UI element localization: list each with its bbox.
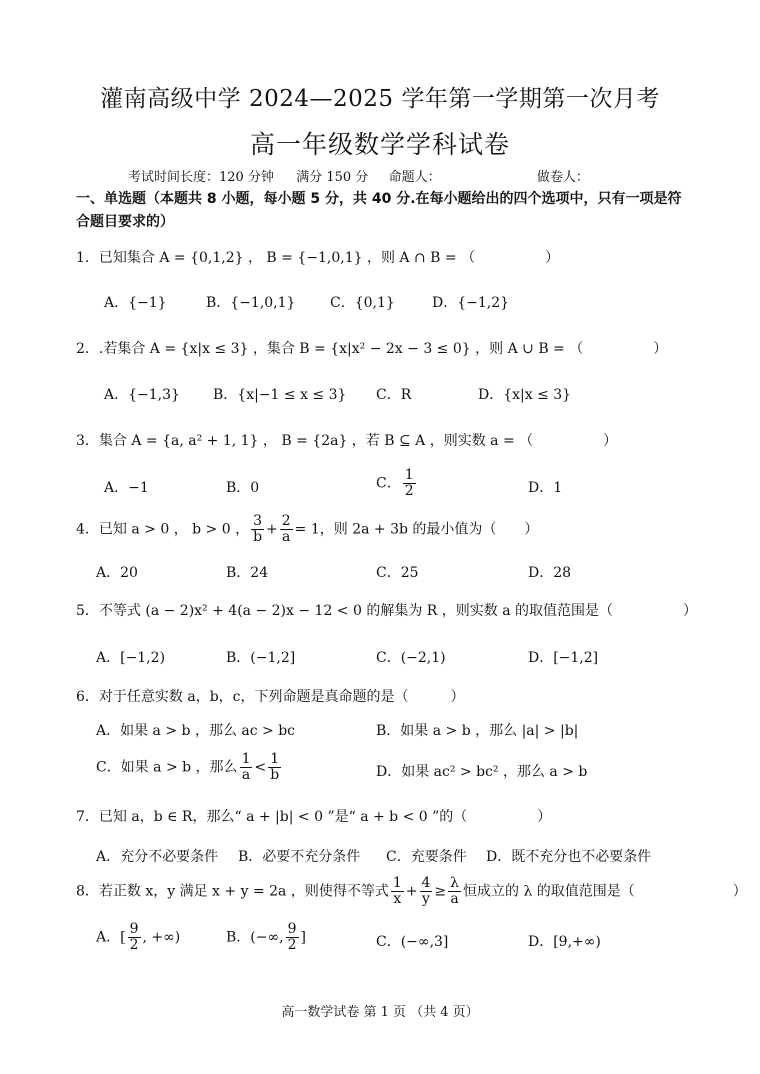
q5-option-b: B．(−1,2] bbox=[226, 650, 296, 666]
q1-option-b: B．{−1,0,1} bbox=[206, 295, 296, 311]
fraction-denominator: 2 bbox=[404, 483, 414, 499]
fraction-numerator: 9 bbox=[129, 921, 139, 937]
fraction-numerator: 9 bbox=[287, 921, 297, 937]
maker-label: 做卷人： bbox=[536, 170, 589, 185]
q3-option-c-label: C． bbox=[376, 475, 401, 492]
q7-option-a: A．充分不必要条件 bbox=[96, 849, 219, 865]
q6-option-c-fraction-2 bbox=[268, 752, 281, 783]
fraction-numerator: 1 bbox=[241, 751, 251, 767]
q7-option-b: B．必要不充分条件 bbox=[238, 849, 361, 865]
q7-option-c: C．充要条件 bbox=[386, 849, 467, 865]
q8-option-d: D．[9,+∞) bbox=[528, 934, 601, 950]
q5-option-d: D．[−1,2] bbox=[528, 650, 599, 666]
q4-stem-suffix: = 1，则 2a + 3b 的最小值为（ ） bbox=[294, 521, 539, 538]
exam-subtitle: 高一年级数学学科试卷 bbox=[249, 130, 510, 159]
greater-equal-sign: ≥ bbox=[434, 883, 447, 900]
fraction-numerator: 2 bbox=[281, 513, 291, 529]
q8-option-b-fraction bbox=[286, 922, 299, 953]
fraction-numerator: 1 bbox=[404, 467, 414, 483]
q3-option-a: A．−1 bbox=[104, 480, 149, 496]
question-6: 6．对于任意实数 a，b，c，下列命题是真命题的是（ ） bbox=[76, 689, 465, 705]
q4-option-c: C．25 bbox=[376, 565, 419, 581]
fraction-denominator: 2 bbox=[129, 937, 139, 953]
fraction-numerator: 4 bbox=[421, 875, 431, 891]
fraction-denominator: x bbox=[393, 891, 402, 907]
q6-option-a: A．如果 a > b ，那么 ac > bc bbox=[96, 723, 296, 739]
q6-option-c bbox=[96, 752, 283, 783]
exam-meta bbox=[128, 166, 589, 185]
q4-option-d: D．28 bbox=[528, 565, 572, 581]
question-7: 7．已知 a，b ∈ R，那么“ a + |b| < 0 ”是“ a + b < 0 ”的（ ） bbox=[76, 809, 552, 825]
q6-option-c-label: C．如果 a > b ，那么 bbox=[96, 759, 238, 776]
q8-option-b-suffix: ] bbox=[300, 929, 306, 946]
q1-option-a: A．{−1} bbox=[104, 295, 167, 311]
q4-option-b: B．24 bbox=[226, 565, 269, 581]
question-1: 1．已知集合 A = {0,1,2} ， B = {−1,0,1} ，则 A ∩ B = （ ） bbox=[76, 250, 560, 266]
full-score: 满分 150 分 bbox=[296, 170, 369, 185]
q5-option-c: C．(−2,1) bbox=[376, 650, 446, 666]
fraction-denominator: b bbox=[253, 529, 263, 545]
q8-option-a-fraction bbox=[128, 922, 141, 953]
q8-option-b-prefix: B．(−∞, bbox=[226, 929, 284, 946]
q8-stem-prefix: 8．若正数 x，y 满足 x + y = 2a ，则使得不等式 bbox=[76, 883, 389, 900]
q2-option-c: C．R bbox=[376, 387, 412, 403]
q1-option-c: C．{0,1} bbox=[330, 295, 395, 311]
plus-sign: + bbox=[405, 883, 418, 900]
q8-option-b bbox=[226, 922, 306, 953]
q4-fraction-2 bbox=[280, 514, 293, 545]
q2-option-d: D．{x|x ≤ 3} bbox=[478, 387, 572, 403]
fraction-numerator: 1 bbox=[270, 751, 280, 767]
question-2: 2．.若集合 A = {x|x ≤ 3} ，集合 B = {x|x² − 2x − 3 ≤ 0} ，则 A ∪ B = （ ） bbox=[76, 341, 668, 357]
q4-option-a: A．20 bbox=[96, 565, 138, 581]
fraction-numerator: 1 bbox=[392, 875, 402, 891]
q3-option-c bbox=[376, 468, 418, 499]
q8-stem-suffix: 恒成立的 λ 的取值范围是（ ） bbox=[463, 883, 747, 900]
fraction-denominator: a bbox=[282, 529, 291, 545]
q1-option-d: D．{−1,2} bbox=[432, 295, 510, 311]
q8-option-a bbox=[96, 922, 180, 953]
q6-option-c-fraction-1 bbox=[240, 752, 253, 783]
q8-fraction-1 bbox=[391, 876, 404, 907]
fraction-denominator: b bbox=[270, 767, 280, 783]
fraction-numerator: 3 bbox=[253, 513, 263, 529]
question-4: 4．已知 a > 0 ， b > 0 ， $\frac{3}{b}$ + $\frac{2}{a}$ = 1，则 2a + 3b 的最小值为（ ） bbox=[76, 513, 539, 545]
fraction-denominator: a bbox=[241, 767, 251, 783]
q6-option-d: D．如果 ac² > bc² ，那么 a > b bbox=[376, 764, 588, 780]
question-8 bbox=[76, 876, 747, 907]
q3-option-c-fraction bbox=[403, 468, 416, 499]
page-footer: 高一数学试卷 第 1 页 （共 4 页） bbox=[281, 1005, 479, 1020]
section-heading: 一、单选题（本题共 8 小题，每小题 5 分，共 40 分.在每小题给出的四个选项中，只有一项是符合题目要求的） bbox=[76, 191, 682, 230]
fraction-denominator: a bbox=[450, 891, 459, 907]
q7-option-d: D．既不充分也不必要条件 bbox=[486, 849, 652, 865]
exam-time: 考试时间长度：120 分钟 bbox=[128, 170, 274, 185]
exam-title: 灌南高级中学 2024—2025 学年第一学期第一次月考 bbox=[100, 86, 660, 112]
q8-option-c: C．(−∞,3] bbox=[376, 934, 449, 950]
q4-stem-prefix: 4．已知 a > 0 ， b > 0 ， bbox=[76, 521, 250, 538]
q4-fraction-1 bbox=[251, 514, 264, 545]
fraction-denominator: y bbox=[422, 891, 430, 907]
less-than-sign: < bbox=[254, 759, 267, 776]
q5-option-a: A．[−1,2) bbox=[96, 650, 166, 666]
q3-option-d: D．1 bbox=[528, 480, 563, 496]
q6-option-b: B．如果 a > b ，那么 |a| > |b| bbox=[376, 723, 579, 739]
q8-option-a-prefix: A．[ bbox=[96, 929, 126, 946]
setter-label: 命题人： bbox=[388, 170, 441, 185]
fraction-numerator: λ bbox=[450, 875, 460, 891]
q2-option-b: B．{x|−1 ≤ x ≤ 3} bbox=[213, 387, 347, 403]
question-3: 3．集合 A = {a, a² + 1, 1} ， B = {2a} ，若 B ⊆ A ，则实数 a = （ ） bbox=[76, 433, 618, 449]
q8-option-a-suffix: , +∞) bbox=[142, 929, 181, 946]
q8-fraction-2 bbox=[420, 876, 433, 907]
q8-fraction-3 bbox=[448, 876, 461, 907]
fraction-denominator: 2 bbox=[287, 937, 297, 953]
q3-option-b: B．0 bbox=[226, 480, 260, 496]
q2-option-a: A．{−1,3} bbox=[104, 387, 180, 403]
question-5: 5．不等式 (a − 2)x² + 4(a − 2)x − 12 < 0 的解集为 R ，则实数 a 的取值范围是（ ） bbox=[76, 603, 698, 619]
